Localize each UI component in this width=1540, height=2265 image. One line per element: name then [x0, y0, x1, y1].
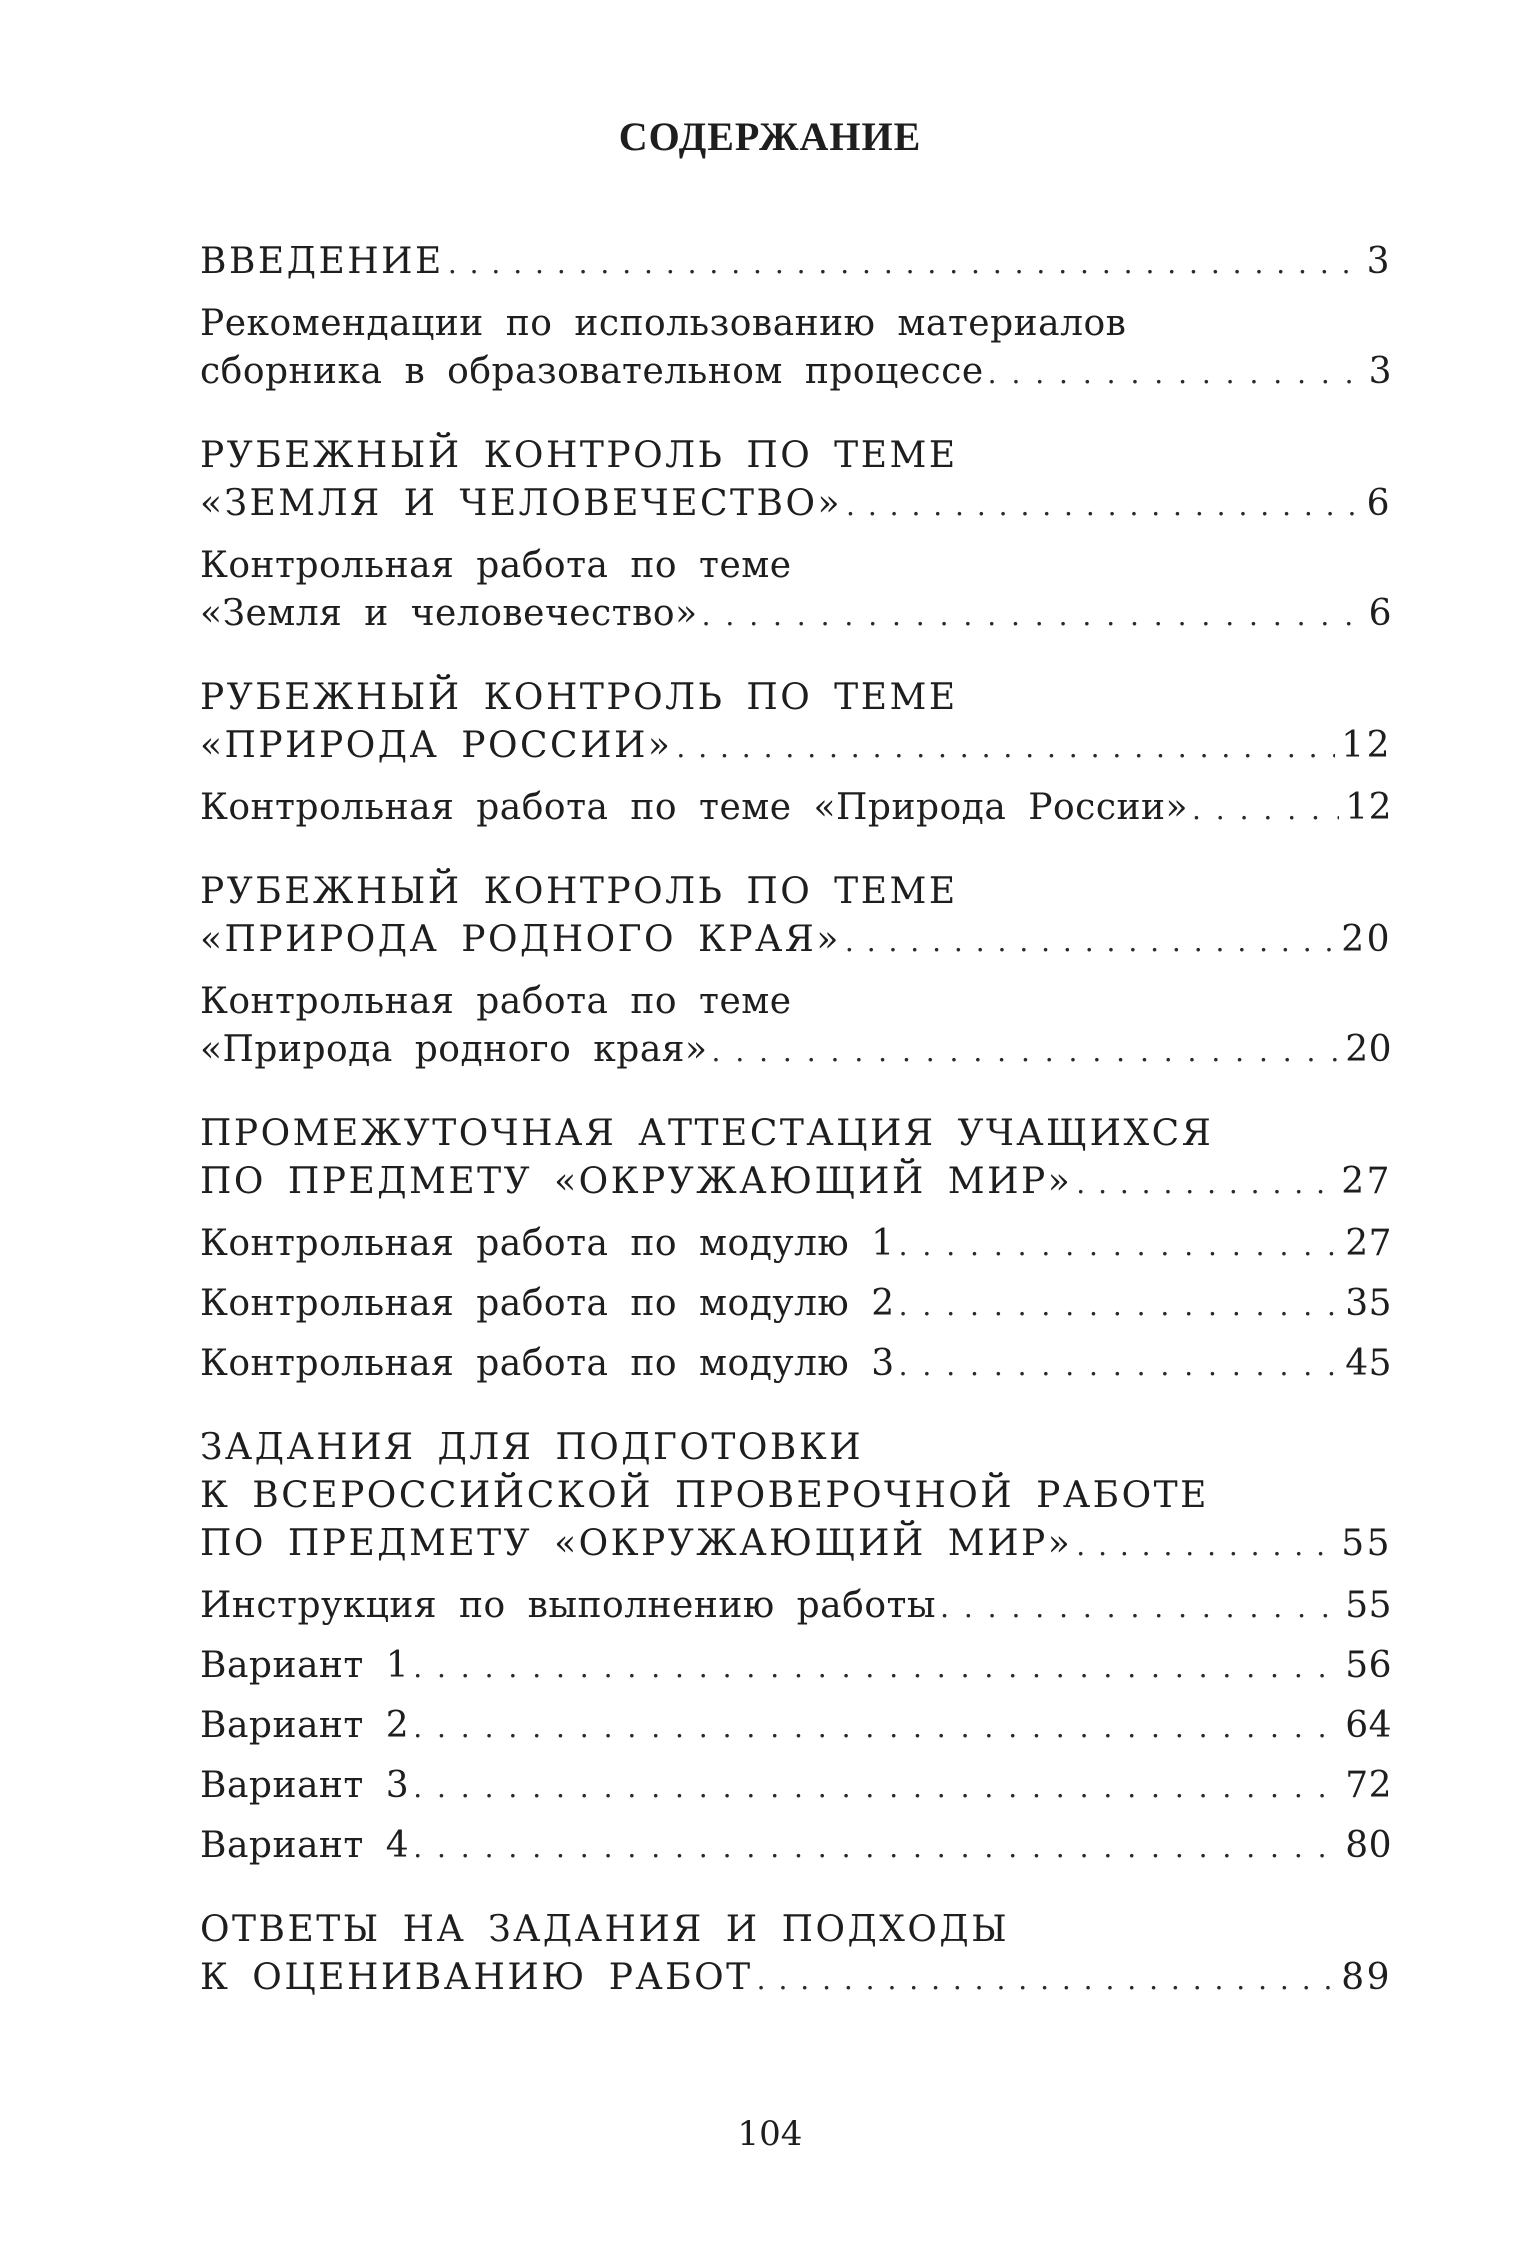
toc-entry-row	[200, 1582, 1392, 1632]
toc-entry-text: «Природа родного края»	[200, 1029, 708, 1070]
toc-entry-row	[200, 590, 1392, 640]
dot-leader	[448, 240, 1358, 288]
toc-entry[interactable]	[200, 1582, 1392, 1632]
toc-entry-text: ПО ПРЕДМЕТУ «ОКРУЖАЮЩИЙ МИР»	[200, 1161, 1073, 1202]
dot-leader	[712, 1028, 1340, 1076]
toc-entry-row	[200, 722, 1392, 772]
dot-leader	[757, 1956, 1336, 2004]
toc-entry-row	[200, 1642, 1392, 1692]
toc-entry-row	[200, 1280, 1392, 1330]
toc-entry[interactable]	[200, 1220, 1392, 1270]
toc-entry-text: Контрольная работа по модулю 3	[200, 1343, 895, 1384]
toc-page-number: 6	[1368, 593, 1392, 634]
toc-entry-row	[200, 1026, 1392, 1076]
toc-entry-text: Вариант 2	[200, 1705, 410, 1746]
toc-entry-row	[200, 1762, 1392, 1812]
toc-entry-text: ВВЕДЕНИЕ	[200, 241, 444, 282]
toc-entry-text: РУБЕЖНЫЙ КОНТРОЛЬ ПО ТЕМЕ	[200, 871, 958, 912]
toc-entry-row	[200, 1158, 1392, 1208]
toc-page-number: 56	[1345, 1645, 1392, 1686]
toc-page-number: 64	[1345, 1705, 1392, 1746]
toc-heading[interactable]	[200, 1110, 1392, 1208]
toc-heading[interactable]	[200, 238, 1392, 288]
dot-leader	[988, 350, 1358, 398]
toc-page-number: 55	[1345, 1585, 1392, 1626]
toc-heading[interactable]	[200, 1424, 1392, 1570]
toc-entry[interactable]	[200, 1702, 1392, 1752]
toc-entry-text: Вариант 4	[200, 1825, 410, 1866]
dot-leader	[413, 1644, 1339, 1692]
toc-entry-text: К ВСЕРОССИЙСКОЙ ПРОВЕРОЧНОЙ РАБОТЕ	[200, 1475, 1209, 1516]
toc-page-number: 12	[1341, 725, 1392, 766]
toc-entry-text: ПРОМЕЖУТОЧНАЯ АТТЕСТАЦИЯ УЧАЩИХСЯ	[200, 1113, 1214, 1154]
toc-entry[interactable]	[200, 1340, 1392, 1390]
toc-page-number: 27	[1341, 1161, 1392, 1202]
toc-page-number: 20	[1341, 919, 1392, 960]
toc-entry-text: ОТВЕТЫ НА ЗАДАНИЯ И ПОДХОДЫ	[200, 1909, 1010, 1950]
toc-entry-row	[200, 1520, 1392, 1570]
toc-page-number: 72	[1345, 1765, 1392, 1806]
toc-entry-text: Контрольная работа по теме	[200, 981, 792, 1022]
toc-entry-text: «ПРИРОДА РОДНОГО КРАЯ»	[200, 919, 841, 960]
toc-page-number: 55	[1341, 1523, 1392, 1564]
toc-entry-text: Рекомендации по использованию материалов	[200, 303, 1127, 344]
toc-entry-text: Контрольная работа по модулю 2	[200, 1283, 895, 1324]
toc-entry[interactable]	[200, 542, 1392, 640]
toc-entry-row	[200, 238, 1392, 288]
toc-entry-text: «ПРИРОДА РОССИИ»	[200, 725, 673, 766]
dot-leader	[940, 1584, 1339, 1632]
toc-entry-row	[200, 480, 1392, 530]
dot-leader	[846, 482, 1358, 530]
dot-leader	[899, 1342, 1340, 1390]
dot-leader	[1076, 1160, 1335, 1208]
toc-entry-text: Инструкция по выполнению работы	[200, 1585, 937, 1626]
toc-entry-text: К ОЦЕНИВАНИЮ РАБОТ	[200, 1957, 753, 1998]
toc-page-number: 6	[1366, 483, 1392, 524]
toc-entry-text: ПО ПРЕДМЕТУ «ОКРУЖАЮЩИЙ МИР»	[200, 1523, 1073, 1564]
toc-entry[interactable]	[200, 784, 1392, 834]
toc-entry[interactable]	[200, 300, 1392, 398]
toc-entry-text: Контрольная работа по модулю 1	[200, 1223, 895, 1264]
toc-page-number: 45	[1345, 1343, 1392, 1384]
table-of-contents	[200, 238, 1392, 2004]
dot-leader	[1192, 786, 1339, 834]
toc-entry-text: Вариант 3	[200, 1765, 410, 1806]
dot-leader	[413, 1764, 1339, 1812]
toc-entry[interactable]	[200, 978, 1392, 1076]
toc-page-number: 3	[1368, 351, 1392, 392]
toc-entry-text: сборника в образовательном процессе	[200, 351, 984, 392]
toc-entry-text: Вариант 1	[200, 1645, 410, 1686]
page-title: СОДЕРЖАНИЕ	[618, 114, 922, 159]
toc-entry-row	[200, 784, 1392, 834]
toc-entry-row	[200, 916, 1392, 966]
toc-entry[interactable]	[200, 1642, 1392, 1692]
dot-leader	[413, 1704, 1339, 1752]
toc-page-number: 27	[1345, 1223, 1392, 1264]
toc-entry[interactable]	[200, 1822, 1392, 1872]
toc-entry[interactable]	[200, 1762, 1392, 1812]
toc-entry-text: Контрольная работа по теме	[200, 545, 792, 586]
dot-leader	[1076, 1522, 1335, 1570]
toc-page-number: 20	[1345, 1029, 1392, 1070]
toc-entry-row	[200, 1220, 1392, 1270]
toc-entry[interactable]	[200, 1280, 1392, 1330]
dot-leader	[845, 918, 1335, 966]
toc-heading[interactable]	[200, 674, 1392, 772]
toc-entry-row	[200, 1954, 1392, 2004]
dot-leader	[413, 1824, 1339, 1872]
toc-page-number: 12	[1345, 787, 1392, 828]
toc-entry-text: «ЗЕМЛЯ И ЧЕЛОВЕЧЕСТВО»	[200, 483, 843, 524]
toc-entry-row	[200, 1822, 1392, 1872]
toc-heading[interactable]	[200, 432, 1392, 530]
toc-entry-row	[200, 348, 1392, 398]
dot-leader	[702, 592, 1358, 640]
toc-entry-row	[200, 1702, 1392, 1752]
dot-leader	[899, 1282, 1340, 1330]
page-number: 104	[737, 2114, 803, 2154]
toc-heading[interactable]	[200, 1906, 1392, 2004]
toc-entry-text: «Земля и человечество»	[200, 593, 698, 634]
toc-heading[interactable]	[200, 868, 1392, 966]
dot-leader	[899, 1222, 1340, 1270]
toc-page-number: 80	[1345, 1825, 1392, 1866]
toc-page-number: 3	[1366, 241, 1392, 282]
toc-page-number: 89	[1341, 1957, 1392, 1998]
toc-entry-text: РУБЕЖНЫЙ КОНТРОЛЬ ПО ТЕМЕ	[200, 435, 958, 476]
toc-entry-row	[200, 1340, 1392, 1390]
toc-entry-text: Контрольная работа по теме «Природа России»	[200, 787, 1188, 828]
toc-entry-text: РУБЕЖНЫЙ КОНТРОЛЬ ПО ТЕМЕ	[200, 677, 958, 718]
dot-leader	[676, 724, 1335, 772]
toc-entry-text: ЗАДАНИЯ ДЛЯ ПОДГОТОВКИ	[200, 1427, 864, 1468]
toc-page-number: 35	[1345, 1283, 1392, 1324]
